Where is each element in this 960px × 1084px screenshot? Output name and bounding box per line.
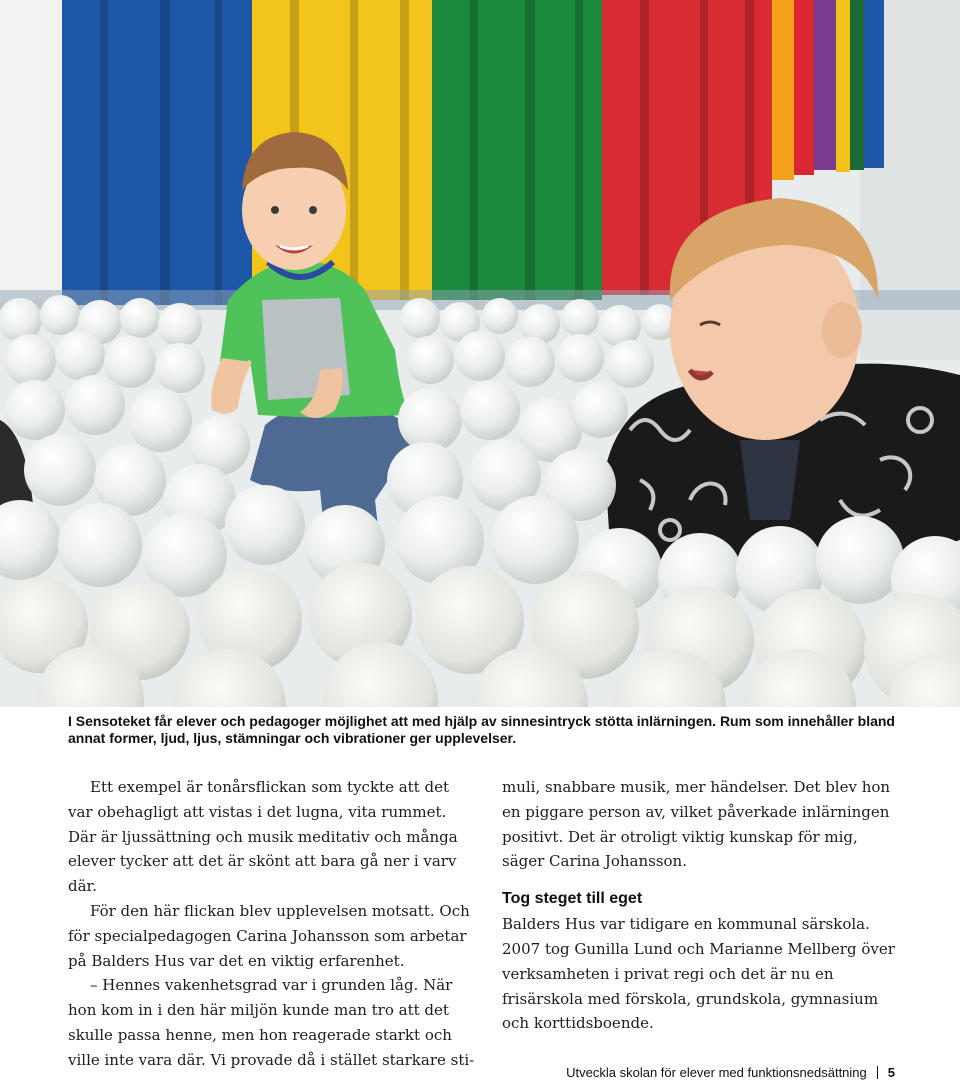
footer-separator <box>877 1066 878 1079</box>
section-heading: Tog steget till eget <box>502 890 643 908</box>
left-paragraph-2: För den här flickan blev upplevelsen motsatt. Och för specialpedagogen Carina Johansson som arbetar på Balders Hus var det en viktig erfarenhet. <box>68 901 470 970</box>
left-paragraph-3: – Hennes vakenhetsgrad var i grunden låg. När hon kom in i den här miljön kunde man tro att det skulle passa henne, men hon reagerade starkt och ville inte vara där. Vi provade då i stället starkare sti- <box>68 976 475 1069</box>
left-paragraph-1: Ett exempel är tonårsflickan som tyckte att det var obehagligt att vistas i det lugna, vita rummet. Där är ljussättning och musik meditativ och många elever tycker att det är skönt att bara gå ner i varv där. <box>68 778 458 896</box>
right-paragraph-1: muli, snabbare musik, mer händelser. Det blev hon en piggare person av, vilket påverkade inlärningen positivt. Det är otroligt viktig kunskap för mig, säger Carina Johansson. <box>502 778 891 871</box>
left-column <box>68 775 478 1073</box>
right-paragraph-2: Balders Hus var tidigare en kommunal särskola. 2007 tog Gunilla Lund och Marianne Mellberg över verksamheten i privat regi och det är nu en frisärskola med förskola, grundskola, gymnasium och korttidsboende. <box>502 915 895 1033</box>
footer-title: Utveckla skolan för elever med funktionsnedsättning <box>566 1065 867 1080</box>
page-number: 5 <box>887 1065 895 1080</box>
page-footer <box>540 1065 895 1080</box>
right-column <box>502 775 902 1036</box>
photo-caption: I Sensoteket får elever och pedagoger möjlighet att med hjälp av sinnesintryck stötta inlärningen. Rum som innehåller bland annat former, ljud, ljus, stämningar och vibrationer ger upplevelser. <box>68 713 895 746</box>
